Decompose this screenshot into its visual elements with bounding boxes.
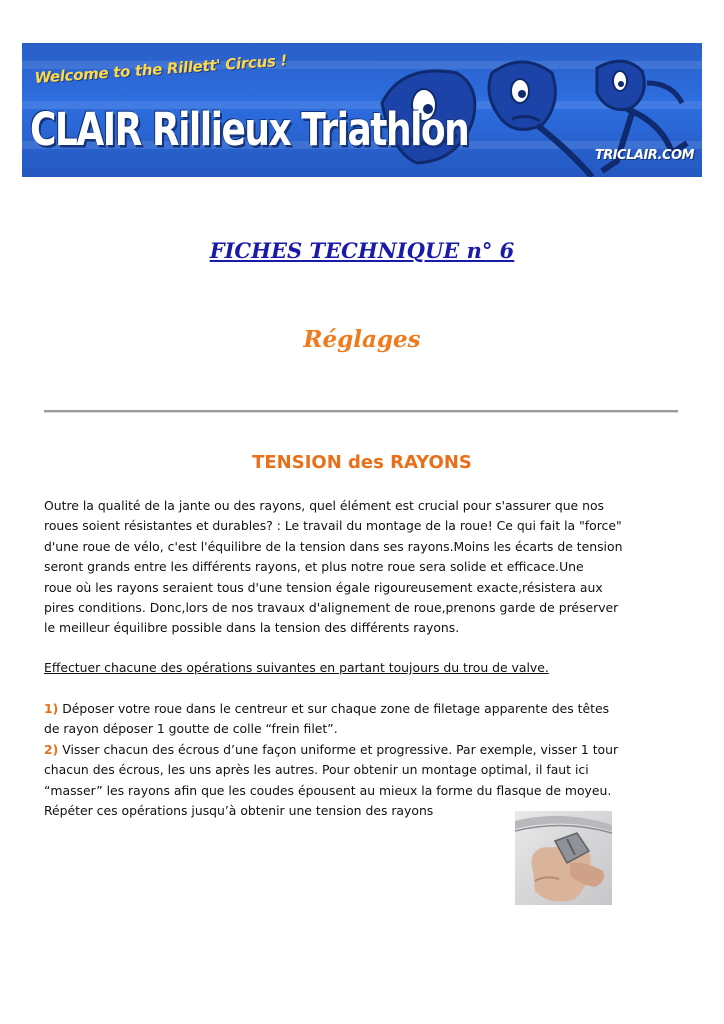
instruction-text: Effectuer chacune des opérations suivantes en partant toujours du trou de valve. <box>44 660 549 675</box>
step-line: de rayon déposer 1 goutte de colle “frein filet”. <box>44 721 338 737</box>
page-title: FICHES TECHNIQUE n° 6 <box>209 238 515 263</box>
spoke-wrench-image <box>515 811 612 905</box>
step-line: “masser” les rayons afin que les coudes épousent au mieux la forme du flasque de moyeu. <box>44 782 612 798</box>
paragraph-line: Outre la qualité de la jante ou des rayons, quel élément est crucial pour s'assurer que nos <box>44 498 605 513</box>
banner-welcome-text: Welcome to the Rillett' Circus ! <box>34 51 288 87</box>
step-line: Répéter ces opérations jusqu’à obtenir une tension des rayons <box>44 803 434 819</box>
paragraph-line: d'une roue de vélo, c'est l'équilibre de la tension dans ses rayons.Moins les écarts de tension <box>44 538 623 554</box>
step-line <box>44 699 684 719</box>
paragraph-line: roue où les rayons seraient tous d'une tension égale rigoureusement exacte,résistera aux <box>44 579 603 595</box>
banner-site-name: TRICLAIR.COM <box>594 148 694 163</box>
horizontal-divider <box>44 410 678 413</box>
paragraph-line: le meilleur équilibre possible dans la tension des différents rayons. <box>44 620 460 636</box>
step-text: Visser chacun des écrous d’une façon uniforme et progressive. Par exemple, visser 1 tour <box>62 741 619 757</box>
step-line <box>44 740 684 760</box>
spoke-wrench-photo <box>515 811 612 905</box>
section-title: TENSION des RAYONS <box>252 452 472 473</box>
intro-paragraph <box>44 496 684 639</box>
paragraph-line: seront grands entre les différents rayons, et plus notre roue sera solide et efficace.Une <box>44 559 584 575</box>
paragraph-line: pires conditions. Donc,lors de nos travaux d'alignement de roue,prenons garde de préserver <box>44 600 619 616</box>
step-line: chacun des écrous, les uns après les autres. Pour obtenir un montage optimal, il faut ici <box>44 762 589 778</box>
banner-club-name: CLAIR Rillieux Triathlon <box>30 105 469 157</box>
page-subtitle: Réglages <box>303 326 421 353</box>
step-number: 2) <box>44 741 59 757</box>
header-banner <box>22 43 702 177</box>
paragraph-line: roues soient résistantes et durables? : Le travail du montage de la roue! Ce qui fait la "force" <box>44 518 622 534</box>
step-text: Déposer votre roue dans le centreur et sur chaque zone de filetage apparente des têtes <box>62 701 610 716</box>
step-number: 1) <box>44 701 59 716</box>
steps-list <box>44 699 684 821</box>
